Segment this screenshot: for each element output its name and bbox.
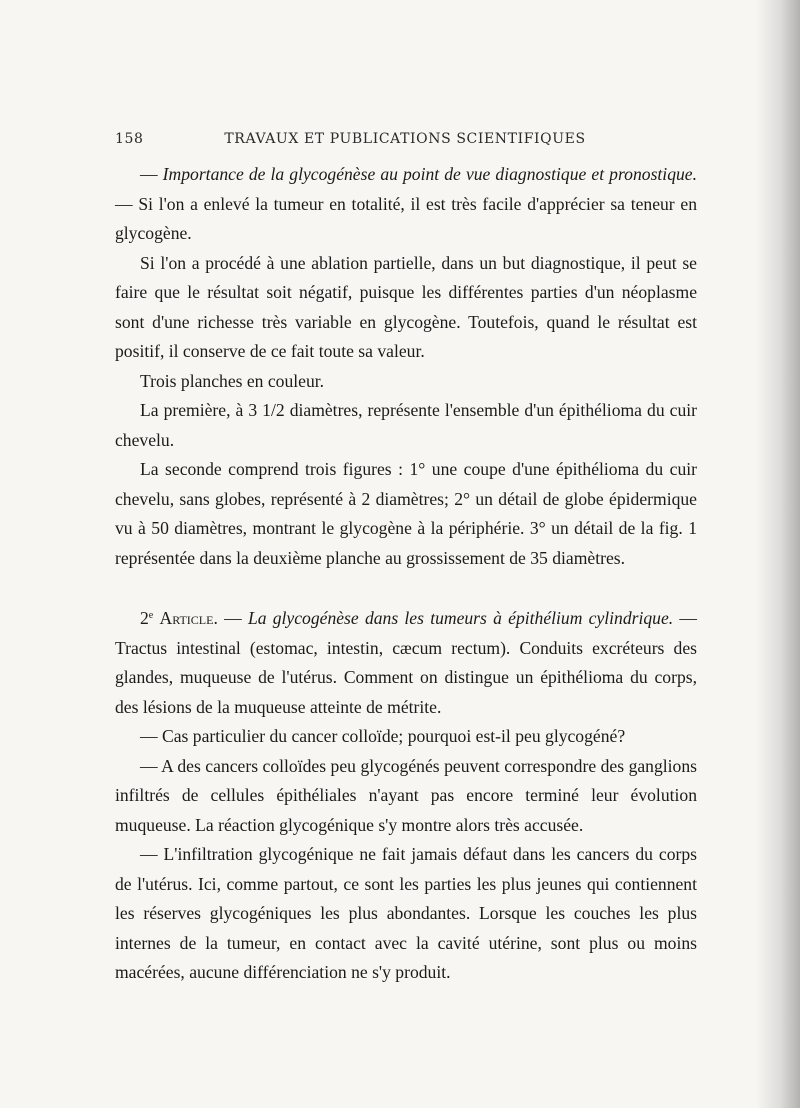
paragraph-first-plate: La première, à 3 1/2 diamètres, représente l'ensemble d'un épithélioma du cuir chevelu. — [115, 400, 697, 450]
page-edge-shadow — [755, 0, 800, 1108]
body-text — [115, 160, 697, 988]
article-number-suffix: e — [148, 610, 154, 621]
article-number: 2 — [140, 608, 149, 628]
article-title-italic: La glycogénèse dans les tumeurs à épithélium cylindrique. — [247, 608, 674, 628]
paragraph-partial-ablation: Si l'on a procédé à une ablation partielle, dans un but diagnostique, il peut se faire que le résultat soit négatif, puisque les différentes parties d'un néoplasme sont d'une richesse très variable en glycogène. Toutefois, quand le résultat est positif, il conserve de ce fait toute sa valeur. — [115, 252, 697, 361]
paragraph-colloid-ganglions: — A des cancers colloïdes peu glycogénés peuvent correspondre des ganglions infiltrés de cellules épithéliales n'ayant pas encore terminé leur évolution muqueuse. La réaction glycogénique s'y montre alors très accusée. — [115, 755, 697, 835]
section-heading-italic: Importance de la glycogénèse au point de vue diagnostique et pronostique. — [162, 164, 697, 184]
paragraph-article-2 — [115, 604, 697, 722]
page-number: 158 — [115, 131, 144, 147]
paragraph-importance — [115, 160, 697, 249]
article-label: Article. — [159, 608, 218, 628]
article-dash: — — [217, 608, 248, 628]
paragraph-uterus-infiltration: — L'infiltration glycogénique ne fait jamais défaut dans les cancers du corps de l'utérus. Ici, comme partout, ce sont les parties les plus jeunes qui contiennent les réserves glycogéniques les plus abondantes. Lorsque les couches les plus internes de la tumeur, en contact avec la cavité utérine, sont plus ou moins macérées, aucune différenciation ne s'y produit. — [115, 844, 697, 982]
paragraph-text: — Si l'on a enlevé la tumeur en totalité, il est très facile d'apprécier sa teneur en glycogène. — [115, 193, 697, 243]
paragraph-second-plate: La seconde comprend trois figures : 1° une coupe d'une épithélioma du cuir chevelu, sans globes, représenté à 2 diamètres; 2° un détail de globe épidermique vu à 50 diamètres, montrant le glycogène à la périphérie. 3° un détail de la fig. 1 représentée dans la deuxième planche au grossissement de 35 diamètres. — [115, 459, 697, 568]
paragraph-text: — Tractus intestinal (estomac, intestin, cæcum rectum). Conduits excréteurs des glandes, muqueuse de l'utérus. Comment on distingue un épithélioma du corps, des lésions de la muqueuse atteinte de métrite. — [115, 608, 697, 717]
paragraph-lead-dash: — — [140, 164, 163, 184]
running-title: TRAVAUX ET PUBLICATIONS SCIENTIFIQUES — [224, 131, 586, 147]
page-header — [115, 131, 695, 151]
paragraph-plates: Trois planches en couleur. — [140, 370, 325, 391]
paragraph-colloid-case: — Cas particulier du cancer colloïde; pourquoi est-il peu glycogéné? — [140, 726, 626, 746]
